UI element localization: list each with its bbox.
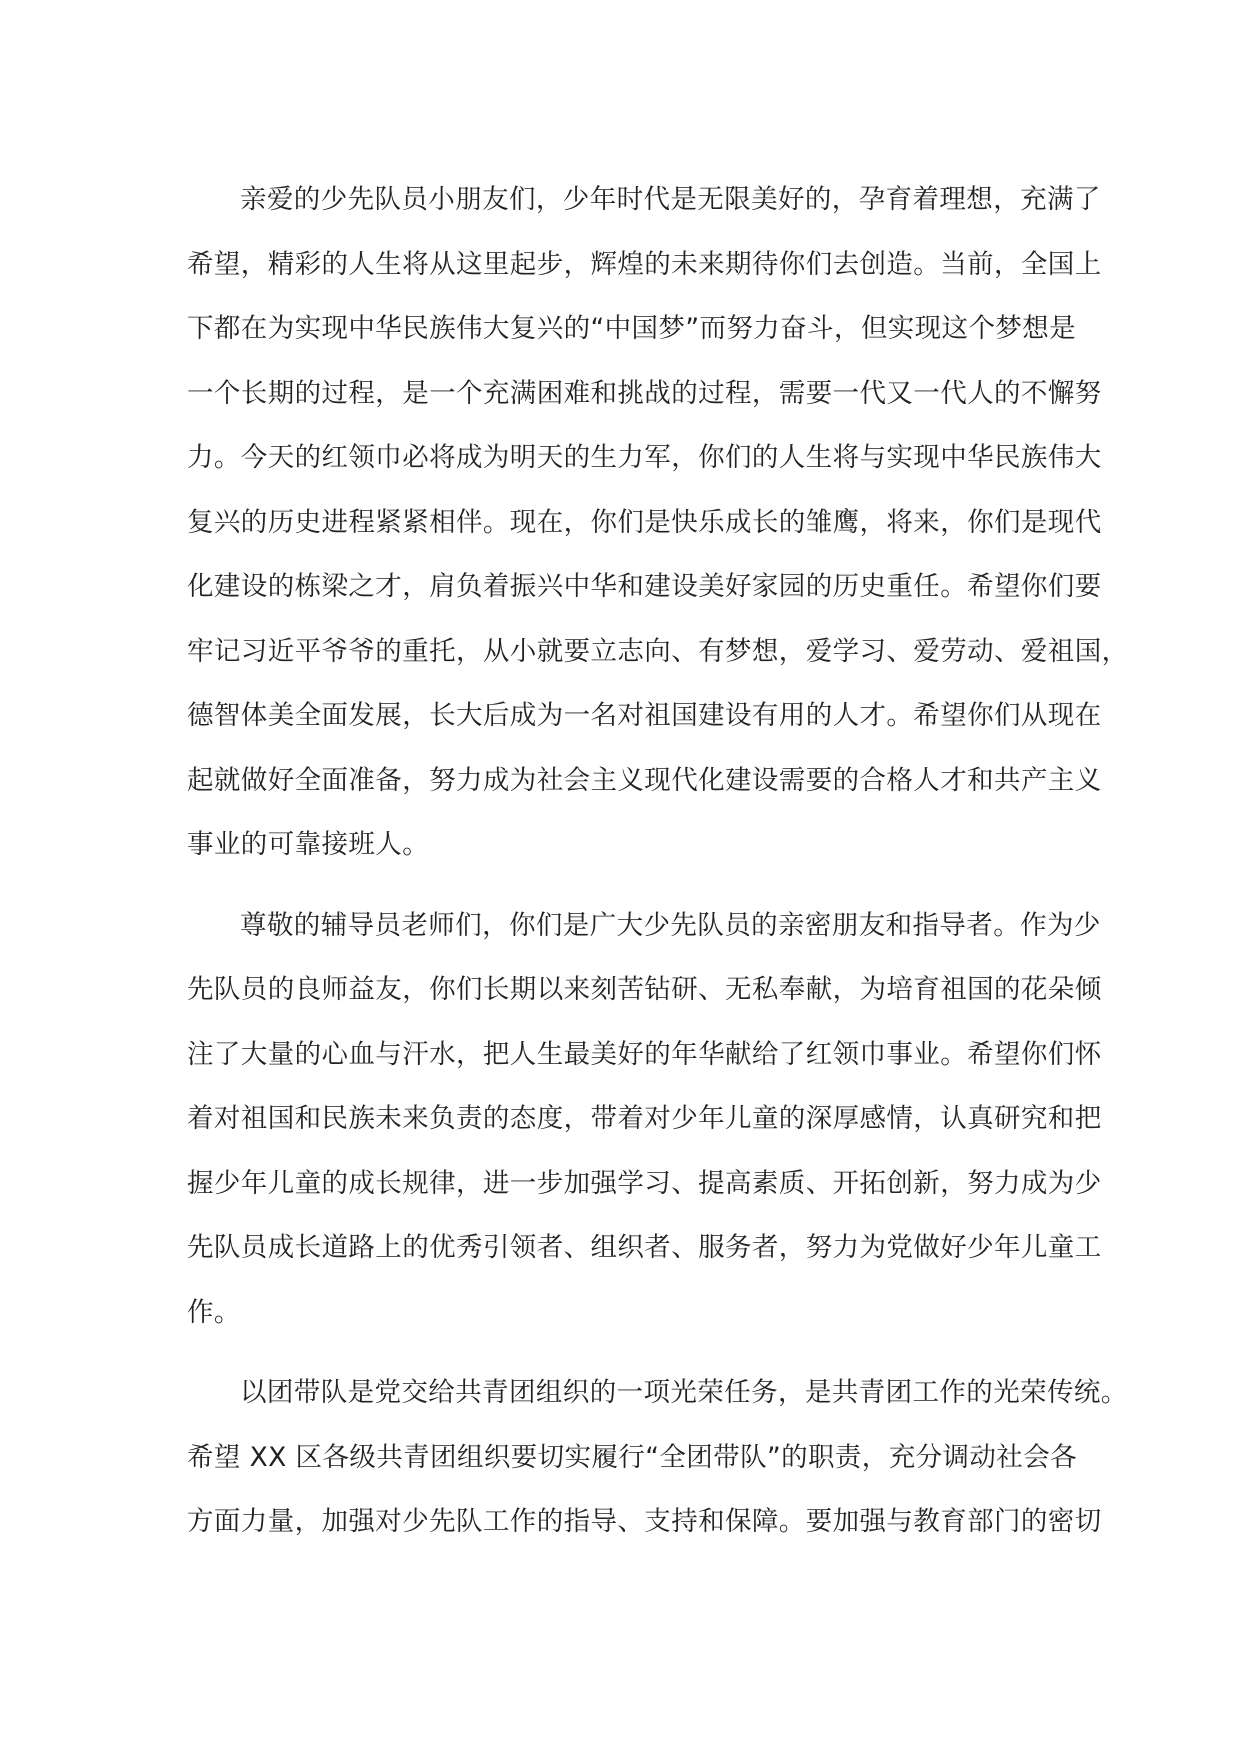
paragraph-line: 着对祖国和民族未来负责的态度，带着对少年儿童的深厚感情，认真研究和把 [187, 1103, 1102, 1134]
paragraph-line: 事业的可靠接班人。 [187, 829, 430, 860]
paragraph-line: 一个长期的过程，是一个充满困难和挑战的过程，需要一代又一代人的不懈努 [187, 377, 1102, 409]
paragraph-line: 下都在为实现中华民族伟大复兴的“中国梦”而努力奋斗，但实现这个梦想是 [187, 313, 1077, 344]
paragraph-line: 握少年儿童的成长规律，进一步加强学习、提高素质、开拓创新，努力成为少 [187, 1167, 1102, 1199]
paragraph-line: 尊敬的辅导员老师们，你们是广大少先队员的亲密朋友和指导者。作为少 [240, 909, 1101, 941]
paragraph-line: 注了大量的心血与汗水，把人生最美好的年华献给了红领巾事业。希望你们怀 [187, 1038, 1102, 1070]
paragraph-line: 化建设的栋梁之才，肩负着振兴中华和建设美好家园的历史重任。希望你们要 [187, 571, 1102, 602]
paragraph-line: 先队员成长道路上的优秀引领者、组织者、服务者，努力为党做好少年儿童工 [187, 1232, 1102, 1263]
paragraph-1 [187, 168, 1129, 878]
paragraph-line: 德智体美全面发展，长大后成为一名对祖国建设有用的人才。希望你们从现在 [187, 700, 1102, 731]
paragraph-line: 亲爱的少先队员小朋友们，少年时代是无限美好的，孕育着理想，充满了 [240, 184, 1101, 215]
paragraph-line: 作。 [187, 1296, 241, 1328]
paragraph-3 [187, 1361, 1128, 1555]
paragraph-line: 牢记习近平爷爷的重托，从小就要立志向、有梦想，爱学习、爱劳动、爱祖国， [187, 635, 1129, 667]
document-body [187, 168, 1129, 1555]
paragraph-line: 以团带队是党交给共青团组织的一项光荣任务，是共青团工作的光荣传统。 [240, 1377, 1128, 1408]
paragraph-2 [187, 894, 1102, 1346]
paragraph-line: 希望，精彩的人生将从这里起步，辉煌的未来期待你们去创造。当前，全国上 [187, 248, 1102, 280]
paragraph-line: 希望 XX 区各级共青团组织要切实履行“全团带队”的职责，充分调动社会各 [187, 1441, 1078, 1473]
paragraph-line: 方面力量，加强对少先队工作的指导、支持和保障。要加强与教育部门的密切 [187, 1506, 1102, 1537]
paragraph-line: 力。今天的红领巾必将成为明天的生力军，你们的人生将与实现中华民族伟大 [187, 442, 1102, 473]
paragraph-line: 起就做好全面准备，努力成为社会主义现代化建设需要的合格人才和共产主义 [187, 764, 1102, 796]
paragraph-line: 复兴的历史进程紧紧相伴。现在，你们是快乐成长的雏鹰，将来，你们是现代 [187, 506, 1102, 538]
paragraph-line: 先队员的良师益友，你们长期以来刻苦钻研、无私奉献，为培育祖国的花朵倾 [187, 974, 1102, 1005]
